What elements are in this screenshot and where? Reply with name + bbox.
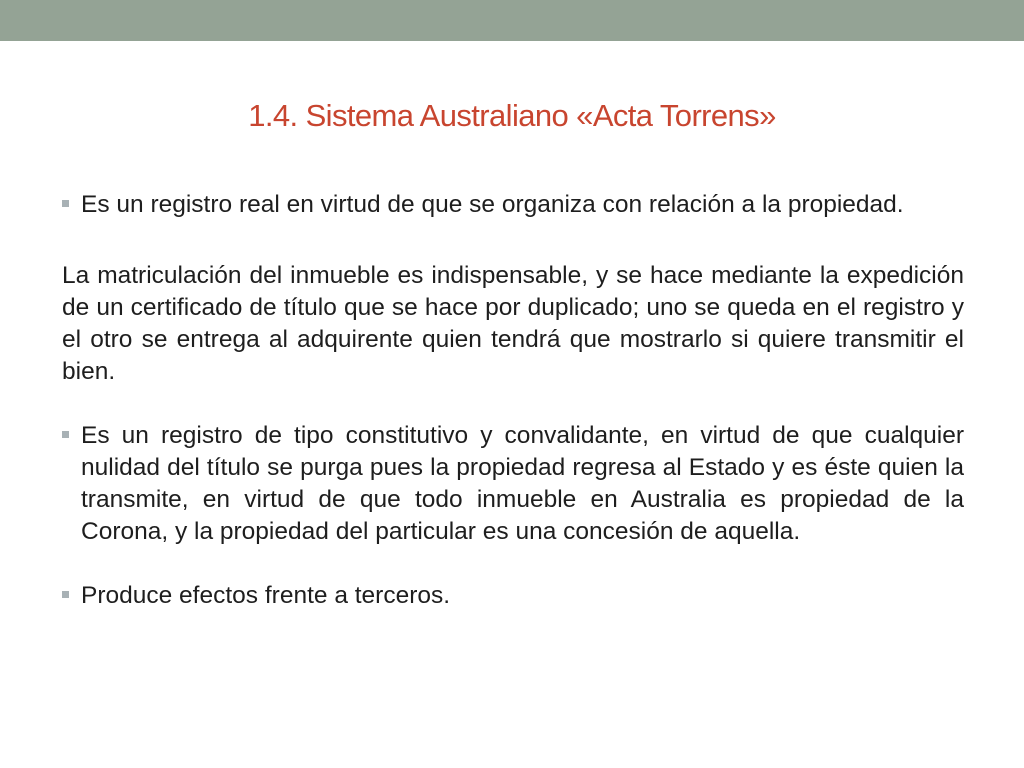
bullet-paragraph-3	[62, 580, 964, 612]
slide-title: 1.4. Sistema Australiano «Acta Torrens»	[248, 98, 776, 133]
bullet-paragraph-2	[62, 420, 964, 548]
square-bullet-icon	[62, 200, 69, 207]
bullet-paragraph-1	[62, 189, 964, 221]
bullet-paragraph-1-text: Es un registro real en virtud de que se organiza con relación a la propiedad.	[81, 191, 904, 218]
slide-body	[62, 189, 964, 612]
square-bullet-icon	[62, 431, 69, 438]
bullet-paragraph-2-text: Es un registro de tipo constitutivo y convalidante, en virtud de que cualquier nulidad del título se purga pues la propiedad regresa al Estado y es éste quien la transmite, en virtud de que todo inmueble en Australia es propiedad de la Corona, y la propiedad del particular es una concesión de aquella.	[81, 422, 964, 545]
square-bullet-icon	[62, 591, 69, 598]
bullet-paragraph-3-text: Produce efectos frente a terceros.	[81, 582, 451, 609]
plain-paragraph	[62, 260, 964, 388]
plain-paragraph-text: La matriculación del inmueble es indispensable, y se hace mediante la expedición de un certificado de título que se hace por duplicado; uno se queda en el registro y el otro se entrega al adquirente quien tendrá que mostrarlo si quiere transmitir el bien.	[62, 262, 964, 385]
top-decorative-bar	[0, 0, 1024, 41]
